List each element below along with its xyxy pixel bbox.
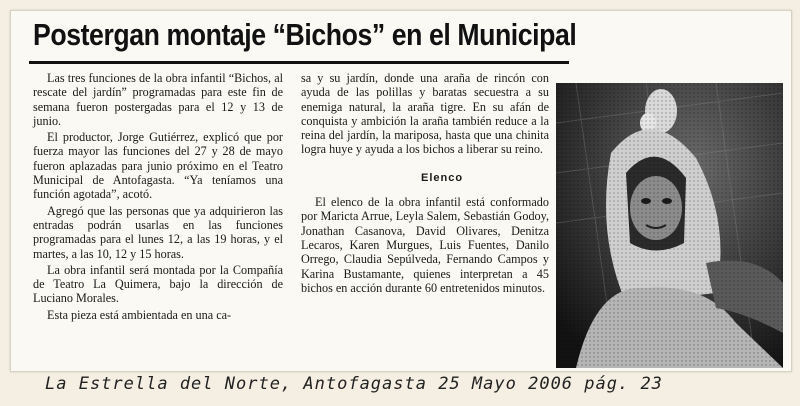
costumed-actor-image [556,83,783,368]
article-column-2 [301,71,549,297]
paragraph: El productor, Jorge Gutiérrez, explicó que por fuerza mayor las funciones del 27 y 28 de mayo fueron aplazadas para junio próximo en el Teatro Municipal de Antofagasta. “Ya teníamos una función agotada”, acotó. [33,130,283,202]
section-subhead: Elenco [421,171,464,184]
performer-photo [556,83,783,368]
headline: Postergan montaje “Bichos” en el Municipal [33,17,577,52]
article-column-1 [33,71,283,324]
paragraph: Agregó que las personas que ya adquirieron las entradas podrán usarlas en las funciones programadas para el lunes 12, a las 19 horas, y el martes, a las 10, 12 y 15 horas. [33,203,283,261]
paragraph: La obra infantil será montada por la Compañía de Teatro La Quimera, bajo la dirección de Luciano Morales. [33,262,283,306]
newspaper-clipping [10,10,792,372]
paragraph: El elenco de la obra infantil está conformado por Maricta Arrue, Leyla Salem, Sebastián Godoy, Jonathan Casanova, David Olivares, Denitza Lecaros, Karen Murgues, Luis Fuentes, Danilo Orrego, Claudia Sepúlveda, Fernando Campos y Karina Bustamante, quienes interpretan a 45 bichos en acción durante 60 entretenidos minutos. [301,195,549,295]
paragraph: sa y su jardín, donde una araña de rincón con ayuda de las polillas y baratas secuestra a su enemiga natural, la araña tigre. En su afán de conquista y ambición la araña también reduce a la reina del jardín, la mariposa, hasta que una chinita logra huye y ayuda a los bichos a liberar su reino. [301,71,549,157]
paragraph: Esta pieza está ambientada en una ca- [47,307,232,322]
paragraph: Las tres funciones de la obra infantil “Bichos, al rescate del jardín” programadas para este fin de semana fueron postergadas para el 12 y 13 de junio. [33,71,283,128]
handwritten-source-note: La Estrella del Norte, Antofagasta 25 Mayo 2006 pág. 23 [45,374,663,394]
headline-rule [29,61,569,64]
